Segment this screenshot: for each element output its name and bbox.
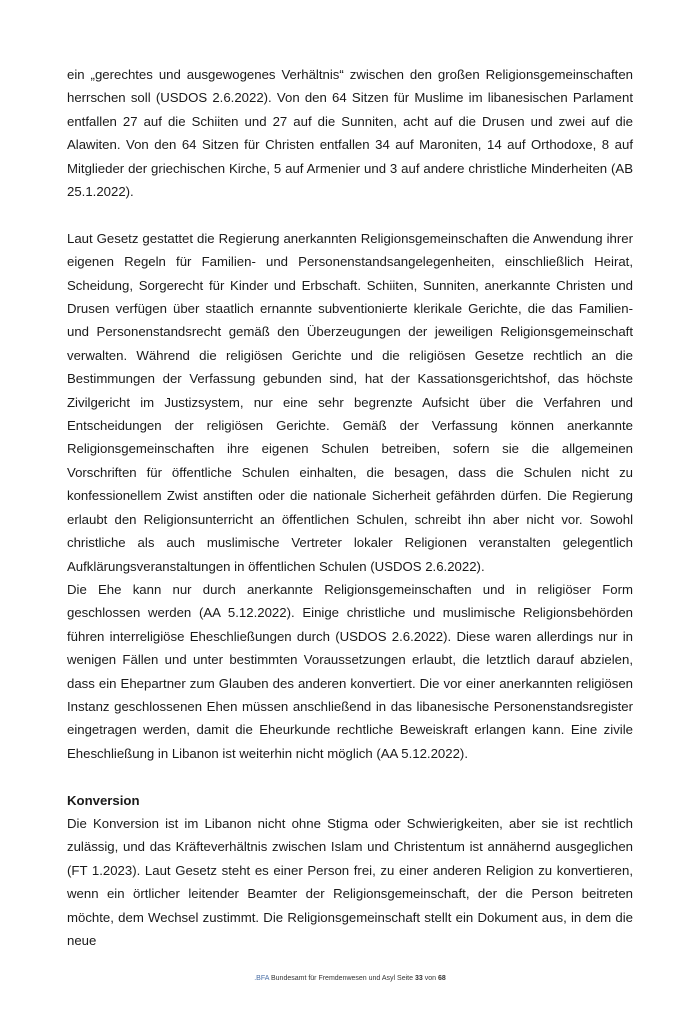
document-body — [67, 63, 633, 952]
footer-total-pages: 68 — [437, 975, 446, 983]
footer-agency: Bundesamt für Fremdenwesen und Asyl Seite — [270, 975, 414, 983]
paragraph-gap — [67, 203, 633, 226]
page-footer — [67, 974, 633, 984]
paragraph-gap — [67, 765, 633, 788]
section-heading-konversion: Konversion — [67, 792, 140, 808]
paragraph-parliament-seats: ein „gerechtes und ausgewogenes Verhältnis“ zwischen den großen Religionsgemeinschaften herrschen soll (USDOS 2.6.2022). Von den 64 Sitzen für Muslime im libanesischen Parlament entfallen 27 auf die Schiiten und 27 auf die Sunniten, acht auf die Drusen und zwei auf die Alawiten. Von den 64 Sitzen für Christen entfallen 34 auf Maroniten, 14 auf Orthodoxe, 8 auf Mitglieder der griechischen Kirche, 5 auf Armenier und 3 auf andere christliche Minderheiten (AB 25.1.2022). — [67, 67, 633, 200]
paragraph-conversion: Die Konversion ist im Libanon nicht ohne Stigma oder Schwierigkeiten, aber sie ist rechtlich zulässig, und das Kräfteverhältnis zwischen Islam und Christentum ist annähernd ausgeglichen (FT 1.2023). Laut Gesetz steht es einer Person frei, zu einer anderen Religion zu konvertieren, wenn ein örtlicher leitender Beamter der Religionsgemeinschaft, der die Person beitreten möchte, dem Wechsel zustimmt. Die Religionsgemeinschaft stellt ein Dokument aus, in dem die neue — [67, 815, 633, 948]
paragraph-religious-law: Laut Gesetz gestattet die Regierung anerkannten Religionsgemeinschaften die Anwendung ihrer eigenen Regeln für Familien- und Personenstandsangelegenheiten, einschließlich Heirat, Scheidung, Sorgerecht für Kinder und Erbschaft. Schiiten, Sunniten, anerkannte Christen und Drusen verfügen über staatlich ernannte subventionierte klerikale Gerichte, die das Familien- und Personenstandsrecht gemäß den Überzeugungen der jeweiligen Religionsgemeinschaft verwalten. Während die religiösen Gerichte und die religiösen Gesetze rechtlich an die Bestimmungen der Verfassung gebunden sind, hat der Kassationsgerichtshof, das höchste Zivilgericht im Justizsystem, nur eine sehr begrenzte Aufsicht über die Verfahren und Entscheidungen der religiösen Gerichte. Gemäß der Verfassung können anerkannte Religionsgemeinschaften ihre eigenen Schulen betreiben, sofern sie die allgemeinen Vorschriften für öffentliche Schulen einhalten, die besagen, dass die Schulen nicht zu konfessionellem Zwist anstiften oder die nationale Sicherheit gefährden dürfen. Die Regierung erlaubt den Religionsunterricht an öffentlichen Schulen, schreibt ihn aber nicht vor. Sowohl christliche als auch muslimische Vertreter lokaler Religionen veranstalten gelegentlich Aufklärungsveranstaltungen in öffentlichen Schulen (USDOS 2.6.2022). — [67, 230, 633, 574]
paragraph-marriage: Die Ehe kann nur durch anerkannte Religionsgemeinschaften und in religiöser Form geschlossen werden (AA 5.12.2022). Einige christliche und muslimische Religionsbehörden führen interreligiöse Eheschließungen durch (USDOS 2.6.2022). Diese waren allerdings nur in wenigen Fällen und unter bestimmten Voraussetzungen erlaubt, die letztlich darauf abzielen, dass ein Ehepartner zum Glauben des anderen konvertiert. Die vor einer anerkannten religiösen Instanz geschlossenen Ehen müssen anschließend in das libanesische Personenstandsregister eingetragen werden, damit die Eheurkunde rechtliche Beweiskraft erlangen kann. Eine zivile Eheschließung in Libanon ist weiterhin nicht möglich (AA 5.12.2022). — [67, 581, 633, 761]
footer-of: von — [424, 975, 437, 983]
bfa-logo: .BFA — [254, 975, 270, 983]
footer-page-number: 33 — [414, 975, 423, 983]
